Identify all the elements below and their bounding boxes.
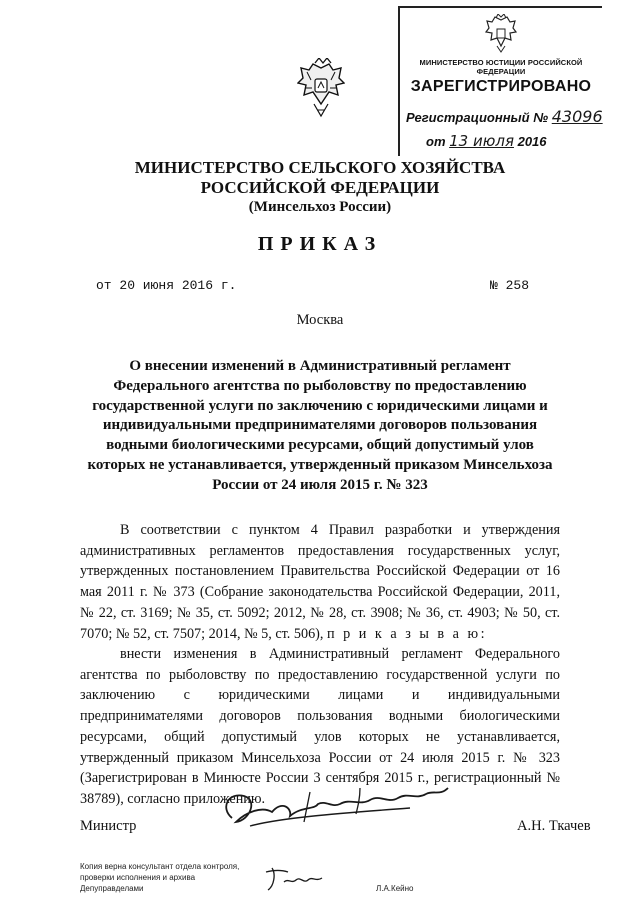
document-type: ПРИКАЗ xyxy=(257,233,383,255)
initials-signature-image xyxy=(262,864,326,894)
copy-certification-line3: Депуправделами xyxy=(80,884,144,893)
stamp-reg-number: 43096 xyxy=(551,107,603,126)
certifier-name: Л.А.Кейно xyxy=(376,884,414,893)
stamp-date-line xyxy=(426,132,547,150)
order-date: от 20 июня 2016 г. xyxy=(96,278,237,293)
ministry-name-line1: МИНИСТЕРСТВО СЕЛЬСКОГО ХОЗЯЙСТВА xyxy=(134,158,506,177)
body-paragraph-2: внести изменения в Административный регламент Федерального агентства по рыболовству по предоставлению государственной услуги по заключению с юридическими лицами и индивидуальными предпринимателями договоров пользования водными биологическими ресурсами, общий допустимый улов которых не устанавливается, утвержденный приказом Минсельхоза России от 24 июля 2015 г. № 323 (Зарегистрирован в Минюсте России 3 сентября 2015 г., регистрационный № 38789), согласно приложению. xyxy=(80,646,560,807)
city: Москва xyxy=(296,312,344,328)
coat-of-arms-icon xyxy=(484,14,518,54)
order-directive: п р и к а з ы в а ю: xyxy=(326,625,488,642)
body-paragraph-1: В соответствии с пунктом 4 Правил разработки и утверждения административных регламентов предоставления государственных услуг, утвержденных постановлением Правительства Российской Федерации от 16 мая 2011 г. № 373 (Собрание законодательства Российской Федерации, 2011, № 22, ст. 3169; № 35, ст. 5092; 2012, № 28, ст. 3908; № 36, ст. 4903; № 50, ст. 7070; № 52, ст. 7507; 2014, № 5, ст. 506), xyxy=(80,522,560,642)
stamp-status: ЗАРЕГИСТРИРОВАНО xyxy=(410,78,592,95)
stamp-registration-line xyxy=(406,107,603,126)
body-paragraph xyxy=(80,520,560,644)
order-number: № 258 xyxy=(490,278,530,293)
copy-certification-line2: проверки исполнения и архива xyxy=(80,873,196,882)
copy-certification-line1: Копия верна консультант отдела контроля, xyxy=(80,862,240,871)
stamp-date-year: 2016 xyxy=(517,134,547,149)
coat-of-arms-icon xyxy=(297,58,345,120)
order-subject: О внесении изменений в Административный регламент Федерального агентства по рыболовству по предоставлению государственной услуги по заключению с юридическими лицами и индивидуальными предпринимателями договоров пользования водными биологическими ресурсами, общий допустимый улов которых не устанавливается, утвержденный приказом Минсельхоза России от 24 июля 2015 г. № 323 xyxy=(87,358,553,493)
registration-stamp xyxy=(398,6,602,156)
stamp-reg-label: Регистрационный № xyxy=(406,110,549,125)
signature-image xyxy=(210,778,460,840)
stamp-date-handwritten: 13 июля xyxy=(449,132,514,150)
ministry-short-name: (Минсельхоз России) xyxy=(248,199,392,215)
signatory-title: Министр xyxy=(80,818,137,834)
stamp-organization: МИНИСТЕРСТВО ЮСТИЦИИ РОССИЙСКОЙ ФЕДЕРАЦИИ xyxy=(419,58,583,76)
ministry-name-line2: РОССИЙСКОЙ ФЕДЕРАЦИИ xyxy=(200,178,440,197)
signatory-name: А.Н. Ткачев xyxy=(517,818,591,834)
stamp-date-prefix: от xyxy=(426,134,446,149)
